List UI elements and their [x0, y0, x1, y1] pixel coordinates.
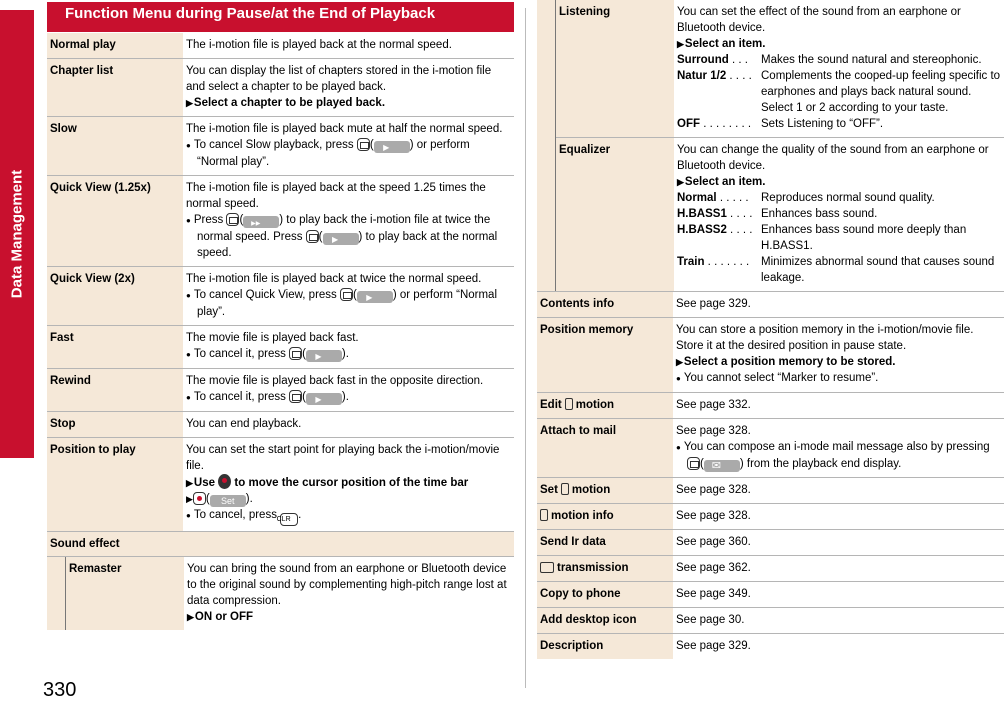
- label-text: motion info: [551, 510, 614, 522]
- select-instruction: [186, 474, 512, 491]
- row-stop: [47, 412, 514, 438]
- row-desc: [183, 59, 514, 116]
- desc-text: The i-motion file is played back at twice the normal speed.: [186, 273, 482, 285]
- row-desc: [183, 267, 514, 325]
- bullet-text: To cancel it, press: [193, 391, 290, 403]
- row-set-motion: [537, 478, 1004, 504]
- label-text: Edit: [540, 399, 562, 411]
- row-slow: [47, 117, 514, 176]
- row-label: Quick View (1.25x): [47, 176, 183, 266]
- desc-text: You can set the start point for playing back the i-motion/movie file.: [186, 444, 500, 472]
- sound-effect-header: Sound effect: [47, 532, 514, 557]
- row-desc: [183, 412, 514, 437]
- group-indent: [537, 0, 555, 291]
- row-label: [537, 393, 673, 418]
- row-attach-to-mail: [537, 419, 1004, 478]
- label-text: transmission: [557, 562, 629, 574]
- side-tab-label: Data Management: [8, 169, 26, 299]
- row-chapter-list: [47, 59, 514, 117]
- option-value: Reproduces normal sound quality.: [761, 192, 935, 204]
- row-desc: See page 360.: [676, 536, 751, 548]
- play-softkey-icon: [323, 233, 359, 245]
- desc-text: The movie file is played back fast in the opposite direction.: [186, 375, 484, 387]
- option-item: [677, 52, 1002, 68]
- option-item: [677, 254, 1002, 286]
- section-header: Function Menu during Pause/at the End of Playback: [47, 2, 514, 33]
- imotion-icon: [565, 398, 573, 410]
- row-description: [537, 634, 1004, 659]
- desc-text: You can change the quality of the sound from an earphone or Bluetooth device.: [677, 144, 989, 172]
- fast-forward-softkey-icon: [243, 216, 279, 228]
- bullet-text-end: ) from the playback end display.: [739, 458, 902, 470]
- row-label: Position to play: [47, 438, 183, 531]
- row-label: Copy to phone: [537, 582, 673, 607]
- bullet-note: [186, 507, 512, 526]
- row-label: [537, 556, 673, 581]
- mail-key-icon: [226, 213, 239, 226]
- left-column: [47, 2, 514, 630]
- row-desc: [183, 176, 514, 266]
- instruction-text-end: ).: [245, 493, 253, 505]
- option-key: H.BASS1: [677, 208, 727, 220]
- bullet-text: To cancel Slow playback, press: [193, 139, 357, 151]
- play-softkey-icon: [357, 291, 393, 303]
- right-column: [537, 0, 1004, 659]
- select-instruction: ▶ Select a chapter to be played back.: [186, 95, 512, 111]
- option-dots: . . . .: [726, 224, 753, 236]
- sound-effect-group-continued: [537, 0, 1004, 291]
- row-desc: [673, 419, 1004, 477]
- row-desc: [183, 438, 514, 531]
- row-label: Listening: [556, 0, 674, 137]
- mail-key-icon: [357, 138, 370, 151]
- desc-text: The i-motion file is played back mute at half the normal speed.: [186, 123, 503, 135]
- row-desc: [674, 0, 1004, 137]
- nav-key-icon: [218, 474, 231, 489]
- label-text-end: motion: [575, 399, 615, 411]
- option-value: Enhances bass sound more deeply than H.BASS1.: [761, 224, 967, 252]
- bullet-text-end: ).: [341, 348, 349, 360]
- option-dots: . . . .: [726, 70, 752, 82]
- row-desc: [183, 326, 514, 368]
- side-tab: [0, 10, 34, 458]
- bullet-note: ● Press (▶▶ ) to play back the i-motion file at twice the normal speed. Press (▶ ) to play back at the normal speed.: [186, 212, 512, 261]
- select-instruction: ▶ Select an item.: [677, 36, 1002, 52]
- row-contents-info: [537, 292, 1004, 318]
- imotion-icon: [540, 509, 548, 521]
- row-label: [537, 504, 673, 529]
- row-desc: [183, 33, 514, 58]
- row-add-desktop-icon: [537, 608, 1004, 634]
- row-desc: [674, 138, 1004, 291]
- desc-text: You can end playback.: [186, 418, 302, 430]
- option-item: [677, 222, 1002, 254]
- group-indent: [47, 557, 65, 630]
- instruction-text-end: to move the cursor position of the time bar: [231, 477, 469, 489]
- row-desc: See page 349.: [676, 588, 751, 600]
- desc-text: You can display the list of chapters stored in the i-motion file and select a chapter to be played back.: [186, 65, 492, 93]
- row-label: Attach to mail: [537, 419, 673, 477]
- row-copy-to-phone: [537, 582, 1004, 608]
- bullet-note: ● You cannot select “Marker to resume”.: [676, 370, 1002, 387]
- play-softkey-icon: [374, 141, 410, 153]
- sound-effect-group: [47, 557, 514, 630]
- bullet-note: ● To cancel it, press (▶ ).: [186, 346, 512, 363]
- set-softkey: Set: [210, 495, 246, 507]
- play-softkey-icon: [306, 393, 342, 405]
- desc-text: You can set the effect of the sound from an earphone or Bluetooth device.: [677, 6, 961, 34]
- option-key: Train: [677, 256, 705, 268]
- mail-key-icon: [289, 390, 302, 403]
- infrared-icon: [540, 562, 554, 573]
- option-dots: . . . .: [726, 208, 753, 220]
- option-key: H.BASS2: [677, 224, 727, 236]
- bullet-text-end: ) or perform “Normal play”.: [197, 139, 470, 168]
- option-value: Makes the sound natural and stereophonic.: [761, 54, 982, 66]
- option-dots: . . . . . . .: [704, 256, 750, 268]
- row-fast: [47, 326, 514, 369]
- row-desc: See page 30.: [676, 614, 745, 626]
- row-label: Slow: [47, 117, 183, 175]
- row-label: [537, 478, 673, 503]
- row-label: Contents info: [537, 292, 673, 317]
- desc-text: You can bring the sound from an earphone or Bluetooth device to the original sound by complementing high-pitch range lost at data compression.: [187, 563, 507, 607]
- set-instruction: ▶ ( Set ).: [186, 493, 253, 506]
- play-softkey-icon: [306, 350, 342, 362]
- mail-key-icon: [687, 457, 700, 470]
- bullet-text: To cancel Quick View, press: [193, 289, 341, 301]
- bullet-text-end: ) or perform “Normal play”.: [197, 289, 498, 318]
- option-item: [677, 116, 1002, 132]
- option-dots: . . . . .: [716, 192, 749, 204]
- desc-text: The i-motion file is played back at the normal speed.: [186, 39, 452, 51]
- bullet-note: ● To cancel it, press (▶ ).: [186, 389, 512, 406]
- select-instruction: ▶ ON or OFF: [187, 609, 512, 625]
- row-label: Stop: [47, 412, 183, 437]
- row-motion-info: [537, 504, 1004, 530]
- row-desc: [184, 557, 514, 630]
- row-label: Position memory: [537, 318, 673, 392]
- bullet-text: Press: [193, 214, 227, 226]
- row-label: Remaster: [66, 557, 184, 630]
- group-rows: [555, 0, 1004, 291]
- imotion-icon: [561, 483, 569, 495]
- row-label: Chapter list: [47, 59, 183, 116]
- bullet-note: ● To cancel Slow playback, press (▶ ) or perform “Normal play”.: [186, 137, 512, 170]
- row-quick-view-125: [47, 176, 514, 267]
- option-dots: . . .: [728, 54, 748, 66]
- bullet-text-mid: ) to play back the i-motion file at twice the normal speed. Press: [197, 214, 491, 243]
- desc-text: The i-motion file is played back at the speed 1.25 times the normal speed.: [186, 182, 486, 210]
- bullet-text: You can compose an i-mode mail message also by pressing: [683, 441, 990, 453]
- mail-key-icon: [306, 230, 319, 243]
- label-text: Set: [540, 484, 558, 496]
- clear-key-icon: CLR: [280, 513, 298, 526]
- row-desc: See page 362.: [676, 562, 751, 574]
- bullet-text-end: ) to play back at the normal speed.: [197, 231, 498, 259]
- page-number: 330: [43, 679, 77, 701]
- row-send-ir-data: [537, 530, 1004, 556]
- desc-text: The movie file is played back fast.: [186, 332, 359, 344]
- row-label: Fast: [47, 326, 183, 368]
- row-position-memory: [537, 318, 1004, 393]
- row-quick-view-2x: [47, 267, 514, 326]
- mail-key-icon: [289, 347, 302, 360]
- option-key: Normal: [677, 192, 717, 204]
- row-label: Description: [537, 634, 673, 659]
- option-key: Surround: [677, 54, 729, 66]
- option-value: Complements the cooped-up feeling specific to earphones and plays back natural sound. Select 1 or 2 according to your taste.: [761, 70, 1001, 114]
- label-text-end: motion: [571, 484, 611, 496]
- row-transmission: [537, 556, 1004, 582]
- row-label: Add desktop icon: [537, 608, 673, 633]
- row-position-to-play: [47, 438, 514, 532]
- row-remaster: [66, 557, 514, 630]
- option-item: [677, 190, 1002, 206]
- row-desc: See page 332.: [676, 399, 751, 411]
- select-instruction: ▶ Select a position memory to be stored.: [676, 354, 1002, 370]
- row-desc: [673, 318, 1004, 392]
- row-label: Quick View (2x): [47, 267, 183, 325]
- bullet-text: To cancel it, press: [193, 348, 290, 360]
- group-rows: [65, 557, 514, 630]
- mail-key-icon: [340, 288, 353, 301]
- row-desc: See page 328.: [676, 484, 751, 496]
- option-value: Enhances bass sound.: [761, 208, 878, 220]
- desc-text: See page 328.: [676, 425, 751, 437]
- row-rewind: [47, 369, 514, 412]
- row-label: Send Ir data: [537, 530, 673, 555]
- mail-softkey-icon: [704, 460, 740, 472]
- option-item: [677, 68, 1002, 116]
- option-value: Minimizes abnormal sound that causes sound leakage.: [761, 256, 995, 284]
- instruction-text: Use: [193, 477, 219, 489]
- option-value: Sets Listening to “OFF”.: [761, 118, 884, 130]
- row-edit-motion: [537, 393, 1004, 419]
- option-item: [677, 206, 1002, 222]
- bullet-text-end: .: [298, 509, 302, 521]
- row-label: Normal play: [47, 33, 183, 58]
- select-instruction: ▶ Select an item.: [677, 174, 1002, 190]
- row-desc: See page 329.: [676, 298, 751, 310]
- row-listening: [556, 0, 1004, 138]
- desc-text: You can store a position memory in the i-motion/movie file. Store it at the desired position in pause state.: [676, 324, 974, 352]
- row-equalizer: [556, 138, 1004, 291]
- bullet-note: ● To cancel Quick View, press (▶ ) or perform “Normal play”.: [186, 287, 512, 320]
- bullet-text: To cancel, press: [193, 509, 281, 521]
- row-desc: [183, 369, 514, 411]
- row-label: Rewind: [47, 369, 183, 411]
- option-key: Natur 1/2: [677, 70, 727, 82]
- bullet-note: ● You can compose an i-mode mail message also by pressing (✉ ) from the playback end display.: [676, 439, 1002, 472]
- row-label: Equalizer: [556, 138, 674, 291]
- option-key: OFF: [677, 118, 700, 130]
- row-desc: See page 329.: [676, 640, 751, 652]
- column-divider: [525, 8, 526, 688]
- bullet-text-end: ).: [341, 391, 349, 403]
- option-dots: . . . . . . . .: [700, 118, 752, 130]
- record-key-icon: [193, 492, 206, 505]
- row-desc: [183, 117, 514, 175]
- row-desc: See page 328.: [676, 510, 751, 522]
- row-normal-play: [47, 33, 514, 59]
